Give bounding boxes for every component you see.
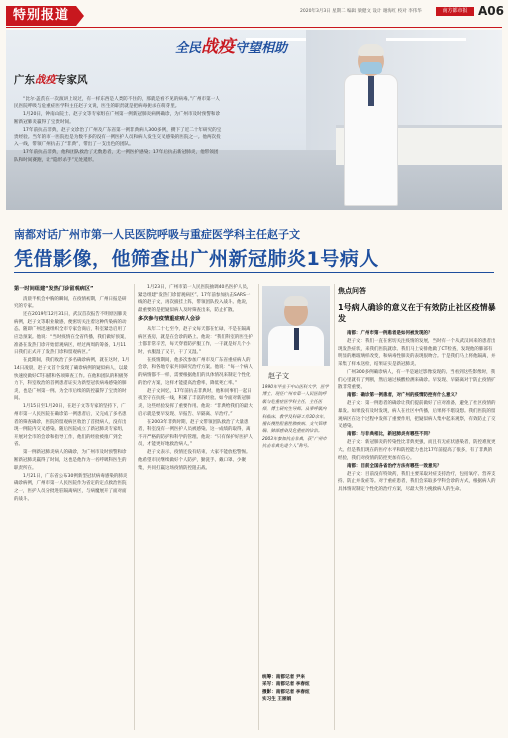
article-kicker: 南都对话广州市第一人民医院呼吸与重症医学科主任赵子文 <box>14 228 300 241</box>
brand-badge: 南方都市报 <box>436 7 474 16</box>
issue-meta: 2020年3月3日 星期二 编辑 梁健文 设计 谢海红 校对 李伟华 <box>300 9 422 14</box>
qa-column: 南都：广州市第一例患者是如何被发现的？ 赵子文：我们一直在密切关注疫情的发展，当时有一个从武汉回来的患者出现发热症状，来我们医院就诊。我们马上安排他做了CT检查，发现他的肺部有明显的磨玻璃样改变，和病毒性肺炎的表现很吻合。于是我们马上将他隔离，并采集了样本送检，结果证实是新冠肺炎。 广州300多例确诊病人，有一半是通过影像发现的。当看到这些影像时，我们心里就有了判断，然后通过核酸检测来确诊。早发现、早隔离对于防止疫情扩散非常重要。 南都：确诊第一例患者，对广州的疫情防控有什么意义？ 赵子文：第一例患者的确诊让我们提前做好了应对准备，避免了社区疫情的暴发。如果没有及时发现，病人在社区中传播，后果将不堪设想。我们医院的留观病区在这个过程中发挥了重要作用，把疑似病人集中起来观察，有效防止了交叉感染。 南都：与非典相比，新冠肺炎有哪些不同？ 赵子文：新冠肺炎的传染性比非典更强，而且有无症状感染者，防控难度更大。但是我们现在的医疗水平和防控能力也比17年前提高了很多，有了非典的经验，我们对疫情的防控更加有信心。 南都：目前全国各省治疗方法有哪些一致意见？ 赵子文：目前没有特效药，我们主要采取对症支持治疗，包括氧疗、营养支持、防止并发症等。对于重症患者，我们会采取多学科会诊的方式，根据病人的具体情况制定个性化的治疗方案，尽最大努力挽救病人的生命。 <box>338 331 496 492</box>
bio-text: 1990年毕业于中山医科大学，医学博士，现任广州市第一人民医院呼吸与危重症医学科主任，主任医师，博士研究生导师。从事呼吸内科临床、教学及科研工作30余年，擅长慢性阻塞性肺疾病、支气管哮喘、肺部感染及危重症的诊治。2003年参加抗击非典，获“广州市抗击非典先进个人”称号。 <box>262 385 329 450</box>
qa-section-head: 焦点问答 <box>338 287 366 295</box>
column-divider <box>134 284 135 730</box>
byline-credits: 统筹：南都记者 尹来 采写：南都记者 李春炫 摄影：南都记者 李春炫 实习生 王丽娟 <box>262 675 310 703</box>
portrait-photo <box>262 286 330 366</box>
section-tag: 特别报道 <box>6 6 76 26</box>
article-column-1: 第一时间组建“发热门诊留观病区” 清晨半机会中胸的瞬间，在疫情初期，广州日报是研究的专家。 还在2019年12月31日，武汉首次报告不明原因肺炎病例，赵子文等职业敏感，便密切关注着这种传染病的动态。随即广州迅速组织全市专家会商后，科室紧急启用了应急预案。他说：“当时疫情在全省传播，我们做好预案，准备在发热门诊开始留观病区，经过两周的筹备，1月11日我们正式开了发热门诊和留观病区。” 在此期间，我们收治了多名确诊病例，就在这时，1月14日凌晨，赵子文首个发现了确诊病例的疑似病人，以最快速度做好CT扫描和各项筛查工作。在他和团队的积极努力下，科室收治的首例患者证实为新型冠状病毒感染的肺炎，也是广州第一例。为全市后续的防控赢得了宝贵的时间。 1月15日至1月20日，在赵子文等专家的坚持下，广州市第一人民医院在确诊第一例患者后，又完成了多名患者的筛查确诊，医院的留观病区收治了首批病人，没有出现一例院内交叉感染。随后医院成立了新冠肺炎专家组，开展对全市的会诊和指导工作，他们的经验被推广到全省。 第一例新冠肺炎病人的确诊，为广州市及时预警和诊断新冠肺炎赢得了时间，这也是他作为一名呼吸科医生的职责所在。 1月21日，广东省公布30例新型冠状病毒感染的肺炎确诊病例，广州市第一人民医院作为省定的定点救治医院之一，医护人员分批进驻隔离病区，与病魔展开了面对面的战斗。 <box>14 286 130 502</box>
ceiling-light <box>386 38 466 41</box>
article-column-2: 1月23日，广州市第一人民医院抽调40名医护人员，紧急组建“发热门诊留观病区”。17年前参加抗击SARS一线的赵子文，再次披挂上阵，带领团队投入战斗。他说，最重要的是把疑似病人及时筛查出来，防止扩散。 多次参与疫情重症病人会诊 从年二十七至今，赵子文每天都在忙碌，不是在隔离病区查房，就是在会诊的路上。他说：“我们科室的医生护士都非常辛苦，每天穿着防护服工作，一干就是好几个小时，衣服湿了又干，干了又湿。” 在疫情期间，他多次参加广州市及广东省重症病人的会诊，和各地专家共同研究治疗方案。他说：“每一个病人的病情都不一样，需要根据他们的具体情况来制定个性化的治疗方案，这样才能提高治愈率，降低死亡率。” 赵子文回忆，17年前抗击非典时，他和同事们一起日夜坚守在抗疫一线，积累了丰富的经验。如今面对新冠肺炎，这些经验发挥了重要作用。他说：“非典给我们的最大启示就是要早发现、早报告、早隔离、早治疗。” 在2003年非典时期，赵子文带领团队救治了大量患者，科室没有一例医护人员被感染。这一成绩的取得，离不开严格的防护和科学的管理。他说：“只有保护好医护人员，才能更好地救治病人。” 赵子文表示，疫情还没有结束，大家不能放松警惕。他希望市民继续做好个人防护，勤洗手、戴口罩、少聚集，共同打赢这场疫情防控阻击战。 <box>138 285 253 471</box>
portrait-caption: 赵子文 <box>268 372 289 380</box>
column-divider <box>334 284 335 730</box>
page-header <box>0 0 508 28</box>
article-headline: 凭借影像，他筛查出广州新冠肺炎1号病人 <box>14 248 379 270</box>
hero-slogan: 全民战疫守望相助 <box>175 37 288 57</box>
qa-title: 1号病人确诊的意义在于有效防止社区疫情暴发 <box>338 303 496 323</box>
column-divider <box>258 284 259 730</box>
doctor-figure <box>336 46 406 206</box>
page-number: A06 <box>478 4 504 18</box>
headline-rule <box>14 272 494 273</box>
hero-intro: “比尔·盖茨在一次演讲上说过，有一样东西是人类防不住的，那就是看不见的病毒。”广州市第一人民医院呼吸与危重症医学科主任赵子文说，医生的职责就是把病毒扼杀在萌芽里。 1月20日，钟南山院士、赵子文等专家组在广州第一例新冠肺炎病例确诊，为广州市及时预警和诊断新冠肺炎赢得了宝贵时间。 17年前抗击非典，赵子文诊治了广州及广东省第一例非典病人300多例，攒下了近二十年研究的宝贵经验。当年的市一医院也是为数不多的没有一例医护人员和病人发生交叉感染的医院之一。他两次投入一线，带领广州抗击了“非典”，带出了一支出色的团队。 17年前抗击非典，他和团队救治了无数患者，无一例医护感染；17年后抗击新冠肺炎，他带领团队和时间赛跑，让“隐形杀手”无处遁形。 <box>14 97 222 163</box>
hero-series-title: 广东战疫专家风 <box>14 74 88 86</box>
header-rule <box>6 27 502 28</box>
